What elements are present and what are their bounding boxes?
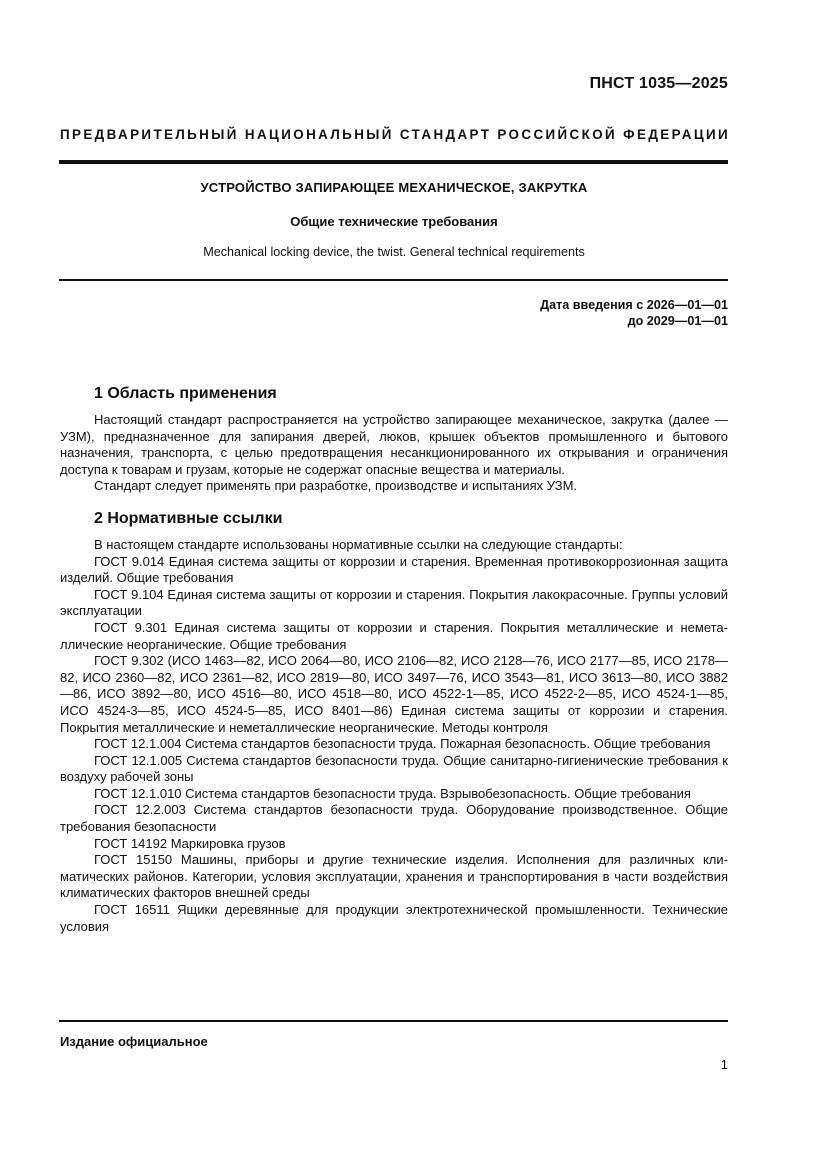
reference-item: ГОСТ 12.1.005 Система стандартов безопасности труда. Общие санитарно-гигиенические требования к воздуху рабочей зоны [60, 752, 728, 785]
header-rule [59, 160, 728, 164]
section-heading-scope: 1 Область применения [94, 385, 277, 402]
english-title: Mechanical locking device, the twist. General technical requirements [203, 245, 585, 259]
reference-item: ГОСТ 9.302 (ИСО 1463—82, ИСО 2064—80, ИСО 2106—82, ИСО 2128—76, ИСО 2177—85, ИСО 2178—82, ИСО 2360—82, ИСО 2361—82, ИСО 2819—80, ИСО 3497—76, ИСО 3543—81, ИСО 3613—80, ИСО 3882—86, ИСО 3892—80, ИСО 4516—80, ИСО 4518—80, ИСО 4522-1—85, ИСО 4522-2—85, ИСО 4524-1—85, ИСО 4524-3—85, ИСО 4524-5—85, ИСО 8401—86) Единая система защиты от коррозии и старения. Покрытия металлические и неметаллические неорганические. Методы контроля [60, 653, 728, 735]
footer-rule [59, 1020, 728, 1022]
reference-item: ГОСТ 12.1.010 Система стандартов безопасности труда. Взрывобезопасность. Общие требования [94, 785, 691, 801]
introduction-dates [540, 297, 728, 329]
document-subtitle: Общие технические требования [290, 214, 498, 229]
paragraph: В настоящем стандарте использованы нормативные ссылки на следующие стандарты: [94, 536, 623, 552]
page-number: 1 [720, 1057, 728, 1072]
reference-item: ГОСТ 9.014 Единая система защиты от коррозии и старения. Временная противокоррозионная защита изделий. Общие требования [60, 553, 728, 586]
date-introduction: Дата введения с 2026—01—01 [540, 298, 728, 312]
reference-item: ГОСТ 12.2.003 Система стандартов безопасности труда. Оборудование производственное. Общие требования безопасности [60, 802, 728, 835]
title-rule [59, 279, 728, 281]
reference-item: ГОСТ 15150 Машины, приборы и другие технические изделия. Исполнения для различных климатических районов. Категории, условия эксплуатации, хранения и транспортирования в части воздействия климатических факторов внешней среды [60, 852, 728, 901]
standard-code: ПНСТ 1035—2025 [589, 75, 728, 92]
reference-item: ГОСТ 16511 Ящики деревянные для продукции электротехнической промышленности. Технические условия [60, 902, 728, 934]
standard-status: ПРЕДВАРИТЕЛЬНЫЙ НАЦИОНАЛЬНЫЙ СТАНДАРТ РОССИЙСКОЙ ФЕДЕРАЦИИ [60, 127, 731, 142]
paragraph: Стандарт следует применять при разработке, производстве и испытаниях УЗМ. [94, 478, 578, 494]
main-content [60, 384, 728, 935]
official-edition-label: Издание официальное [60, 1034, 208, 1049]
paragraph: Настоящий стандарт распространяется на устройство запирающее механическое, закрутка (далее — УЗМ), предназначенное для запирания дверей, люков, крышек объектов промышленного и бытового назначения, транспорта, с целью предотвращения несанкционированного их открывания и ограничения доступа к товарам и грузам, которые не содержат опасные вещества и материалы. [60, 412, 728, 477]
document-title: УСТРОЙСТВО ЗАПИРАЮЩЕЕ МЕХАНИЧЕСКОЕ, ЗАКРУТКА [200, 180, 588, 195]
reference-item: ГОСТ 12.1.004 Система стандартов безопасности труда. Пожарная безопасность. Общие требования [94, 736, 711, 752]
reference-item: ГОСТ 9.301 Единая система защиты от коррозии и старения. Покрытия металлические и неметаллические неорганические. Общие требования [60, 619, 728, 652]
reference-item: ГОСТ 9.104 Единая система защиты от коррозии и старения. Покрытия лакокрасочные. Группы условий эксплуатации [60, 586, 728, 619]
reference-item: ГОСТ 14192 Маркировка грузов [94, 835, 286, 851]
date-until: до 2029—01—01 [627, 314, 728, 328]
section-heading-references: 2 Нормативные ссылки [94, 509, 283, 527]
